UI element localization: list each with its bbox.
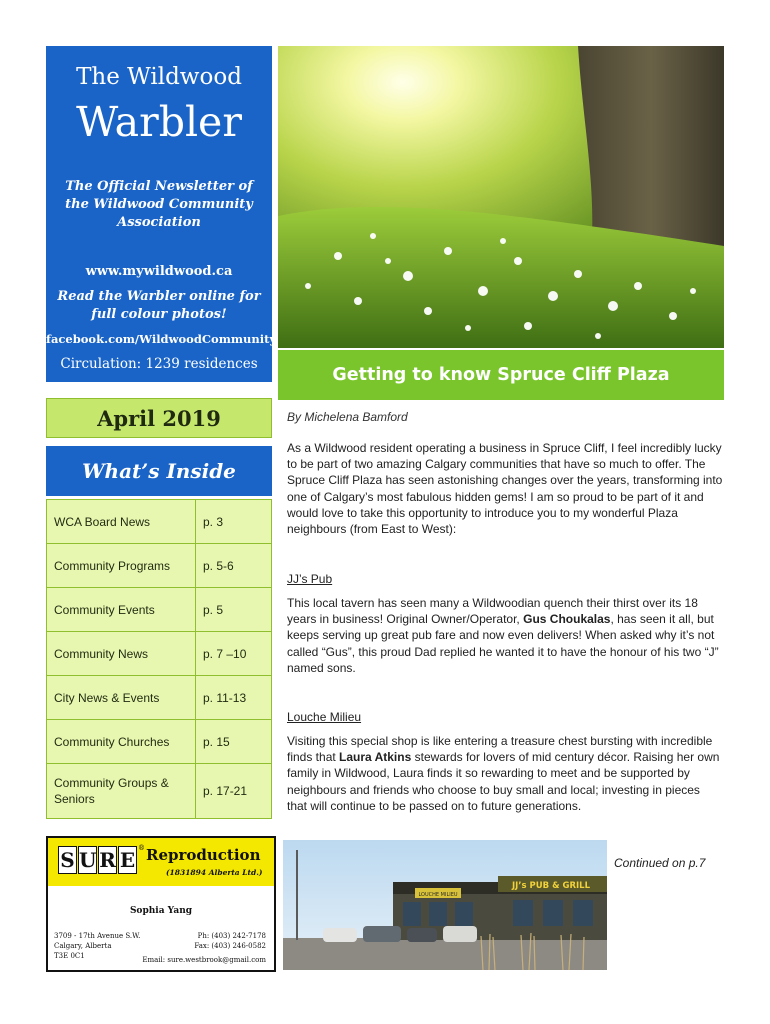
table-of-contents <box>46 499 272 819</box>
toc-item-page: p. 15 <box>203 734 230 749</box>
facebook-link[interactable]: facebook.com/WildwoodCommunity <box>46 332 277 346</box>
ad-phone: Ph: (403) 242-7178 <box>197 932 266 940</box>
ad-logo-band <box>48 838 274 886</box>
website-link[interactable]: www.mywildwood.ca <box>85 264 233 279</box>
masthead <box>46 46 277 382</box>
toc-item-page: p. 3 <box>203 514 224 529</box>
toc-divider <box>195 632 196 675</box>
ad-address-line2: Calgary, Alberta <box>54 942 112 950</box>
ad-email[interactable]: Email: sure.westbrook@gmail.com <box>142 956 266 964</box>
article-intro: As a Wildwood resident operating a business in Spruce Cliff, I feel incredibly lucky to be part of two amazing Calgary communities that have so much to offer. The Spruce Cliff Plaza has seen astonishing changes over the years, transforming into one of Calgary’s most fabulous hidden gems! I am so proud to be part of it and would love to take this opportunity to introduce you to my wonderful Plaza neighbours (from East to West): <box>287 441 723 537</box>
toc-item-name: City News & Events <box>54 690 160 705</box>
logo-letter: U <box>79 848 97 872</box>
section-heading-louche-milieu: Louche Milieu <box>287 710 362 724</box>
body-text: , has seen it all, but keeps serving up great pub fare and now even delivers! When asked why it’s not called “Gus”, this proud Dad replied he wanted it to have the honour of his two “J” named sons. <box>287 612 719 675</box>
logo-letter: E <box>119 848 136 872</box>
toc-row[interactable] <box>47 588 271 632</box>
sign-louche-milieu: LOUCHE MILIEU <box>418 892 458 898</box>
sign-jjs-pub: JJ’s PUB & GRILL <box>511 881 591 891</box>
toc-row[interactable] <box>47 720 271 764</box>
toc-row[interactable] <box>47 632 271 676</box>
toc-item-page: p. 17-21 <box>203 784 248 798</box>
ad-company: Reproduction <box>146 846 261 864</box>
toc-item-page: p. 7 –10 <box>203 646 247 661</box>
toc-item-page: p. 5-6 <box>203 558 234 573</box>
ad-person: Sophia Yang <box>129 906 193 916</box>
issue-date: April 2019 <box>46 398 272 438</box>
newsletter-tagline: The Official Newsletter of the Wildwood Community Association <box>65 179 253 230</box>
toc-divider <box>195 764 196 818</box>
toc-item-name: Community News <box>54 646 149 661</box>
toc-row[interactable] <box>47 764 271 818</box>
toc-item-name: Community Events <box>54 602 155 617</box>
ad-address-line1: 3709 - 17th Avenue S.W. <box>54 932 141 940</box>
owner-name: Gus Choukalas <box>523 612 611 627</box>
section-body-louche-milieu <box>287 733 723 814</box>
registered-mark: ® <box>138 844 145 852</box>
toc-divider <box>195 720 196 763</box>
logo-letter: S <box>58 846 77 874</box>
toc-row[interactable] <box>47 500 271 544</box>
toc-divider <box>195 500 196 543</box>
toc-item-name: WCA Board News <box>54 514 151 529</box>
article-headline: Getting to know Spruce Cliff Plaza <box>278 350 724 400</box>
toc-divider <box>195 588 196 631</box>
toc-item-page: p. 5 <box>203 602 224 617</box>
ad-corp: (1831894 Alberta Ltd.) <box>166 868 263 877</box>
ad-address-line3: T3E 0C1 <box>54 952 85 960</box>
toc-item-page: p. 11-13 <box>203 690 247 705</box>
body-text: This local tavern has seen many a Wildwoodian quench their thirst over its 18 years in business! Original Owner/Operator, <box>287 596 698 627</box>
toc-item-name: Community Groups & Seniors <box>54 776 169 806</box>
newsletter-title-line2: Warbler <box>76 98 242 146</box>
toc-row[interactable] <box>47 676 271 720</box>
plaza-illustration <box>283 840 607 970</box>
meadow-illustration <box>278 46 724 348</box>
toc-divider <box>195 676 196 719</box>
section-heading-jjs-pub: JJ’s Pub <box>287 572 333 586</box>
circulation: Circulation: 1239 residences <box>60 356 258 372</box>
sure-reproduction-ad <box>46 836 276 972</box>
toc-divider <box>195 544 196 587</box>
ad-fax: Fax: (403) 246-0582 <box>194 942 266 950</box>
online-note: Read the Warbler online for full colour photos! <box>57 289 261 322</box>
body-text: stewards for lovers of mid century décor. Raising her own family in Wildwood, Laura finds it so rewarding to meet and be supported by neighbours and friends who choose to buy small and local; investing in pieces that will continue to be passed on to future generations. <box>287 750 720 813</box>
toc-item-name: Community Programs <box>54 558 171 573</box>
hero-photo <box>278 46 724 348</box>
plaza-photo <box>283 840 607 970</box>
logo-letter: R <box>99 848 116 872</box>
continued-note: Continued on p.7 <box>614 856 706 870</box>
section-body-jjs-pub <box>287 595 723 676</box>
newsletter-title-line1: The Wildwood <box>76 64 242 90</box>
owner-name: Laura Atkins <box>339 750 412 765</box>
sure-logo <box>58 846 138 874</box>
whats-inside-heading: What’s Inside <box>46 446 272 496</box>
article-byline: By Michelena Bamford <box>287 410 408 424</box>
toc-item-name: Community Churches <box>54 734 170 749</box>
body-text: Visiting this special shop is like entering a treasure chest bursting with incredible finds that <box>287 734 713 765</box>
toc-row[interactable] <box>47 544 271 588</box>
